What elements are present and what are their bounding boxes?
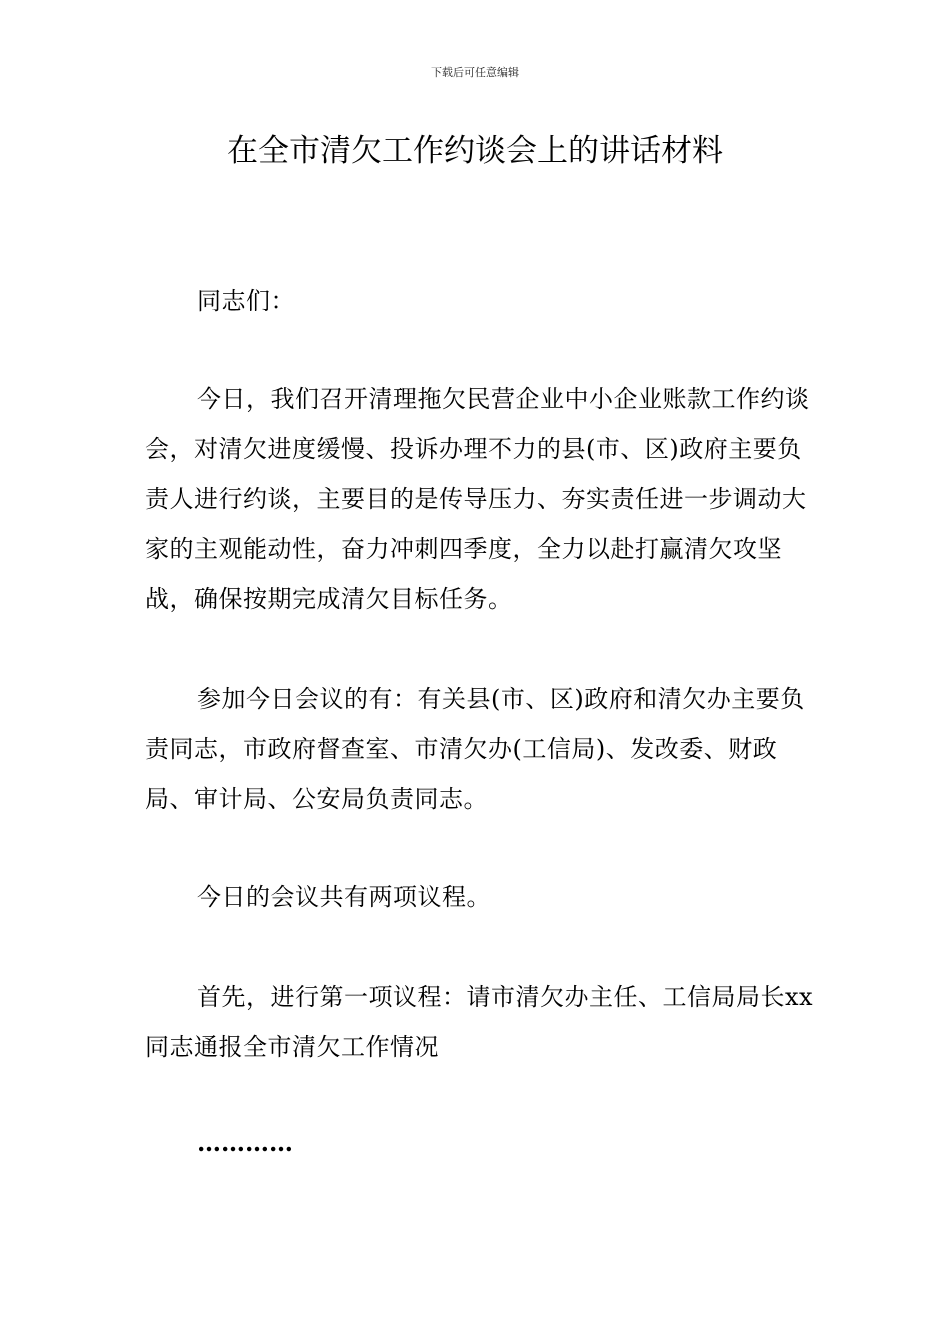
greeting-paragraph: 同志们： — [197, 287, 295, 315]
first-agenda-item-paragraph: 首先，进行第一项议程：请市清欠办主任、工信局局长xx同志通报全市清欠工作情况 — [145, 983, 814, 1061]
header-note: 下载后可任意编辑 — [431, 66, 519, 79]
ellipsis-paragraph: ………… — [197, 1128, 293, 1157]
agenda-count-paragraph: 今日的会议共有两项议程。 — [197, 883, 491, 911]
document-title: 在全市清欠工作约谈会上的讲话材料 — [227, 133, 723, 169]
intro-paragraph: 今日，我们召开清理拖欠民营企业中小企业账款工作约谈会，对清欠进度缓慢、投诉办理不力的县(市、区)政府主要负责人进行约谈，主要目的是传导压力、夯实责任进一步调动大家的主观能动性，奋力冲刺四季度，全力以赴打赢清欠攻坚战，确保按期完成清欠目标任务。 — [145, 385, 810, 613]
attendees-paragraph: 参加今日会议的有：有关县(市、区)政府和清欠办主要负责同志，市政府督查室、市清欠办(工信局)、发改委、财政局、审计局、公安局负责同志。 — [145, 685, 805, 813]
